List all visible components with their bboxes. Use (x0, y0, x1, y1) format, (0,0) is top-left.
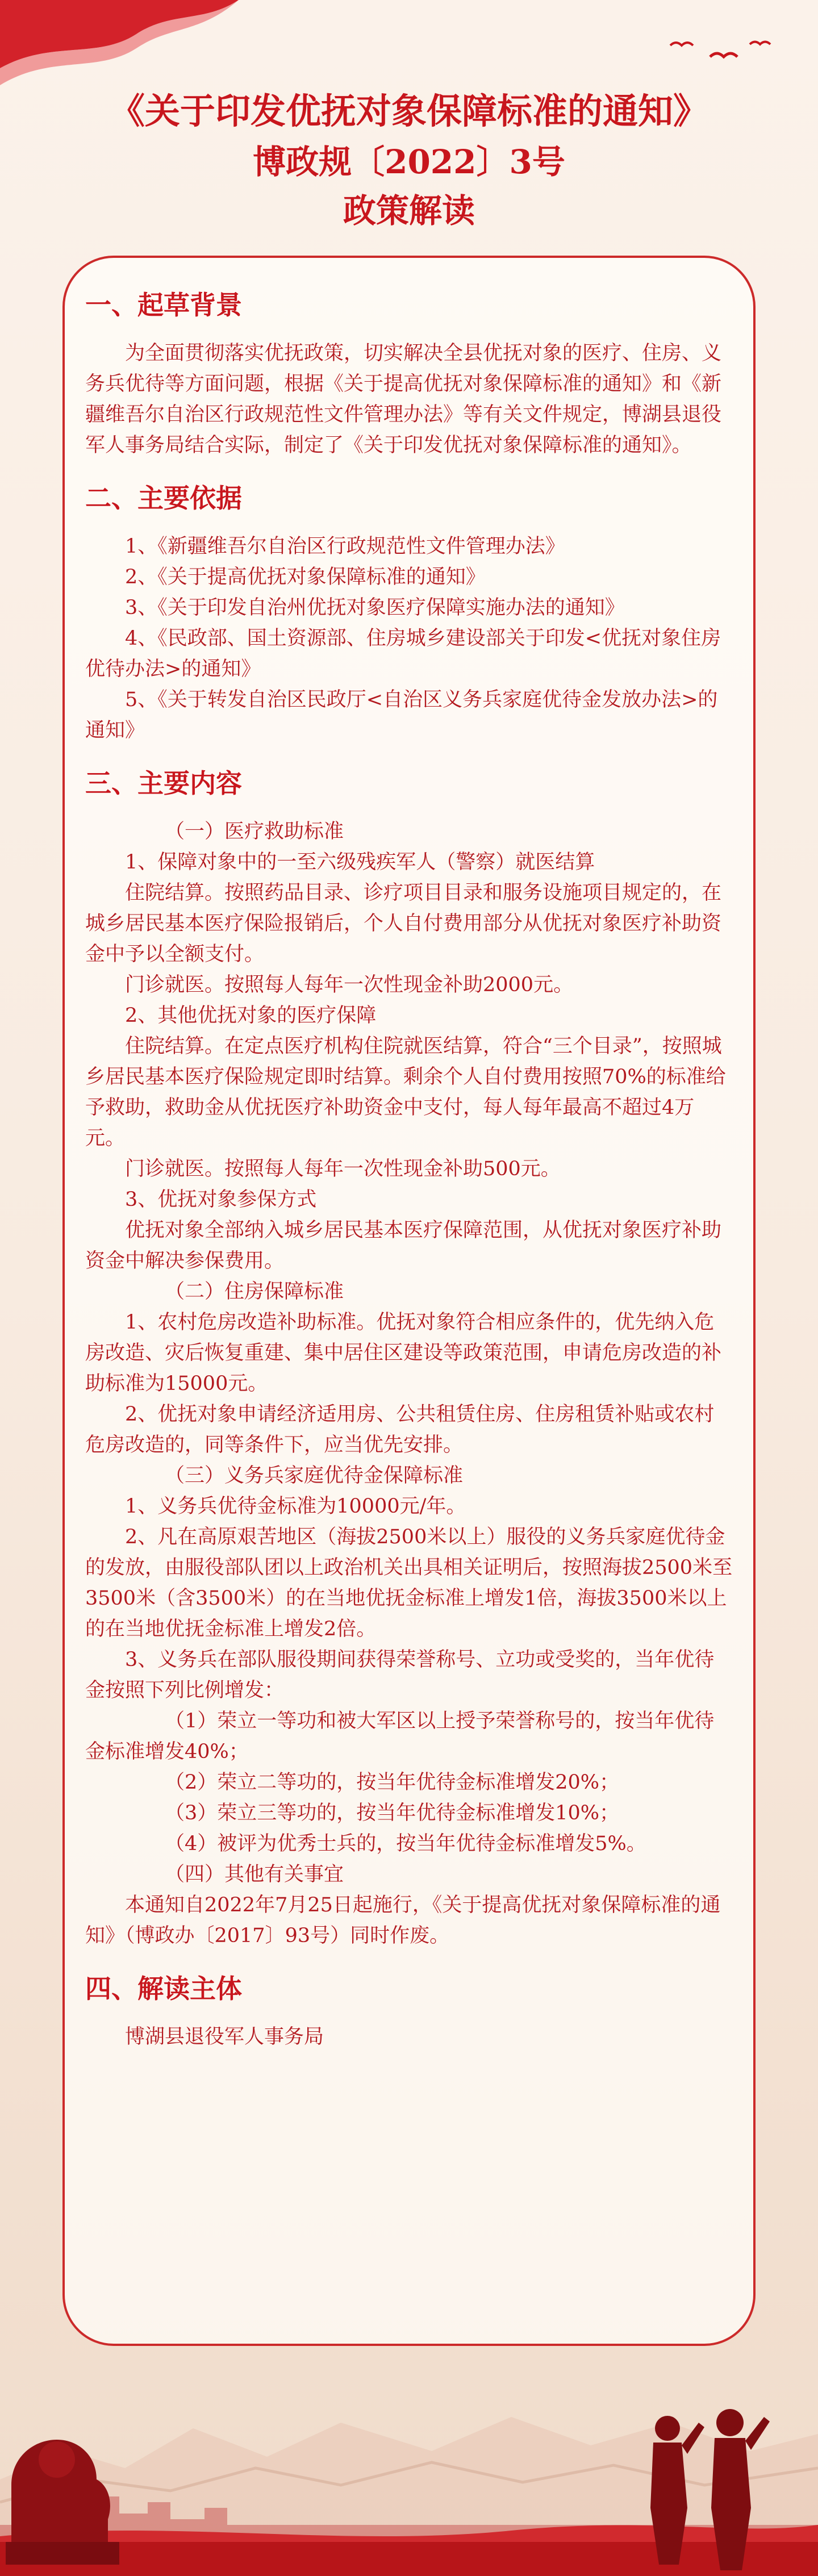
subheading: （二）住房保障标准 (165, 1280, 344, 1303)
paragraph: 住院结算。在定点医疗机构住院就医结算，符合“三个目录”，按照城乡居民基本医疗保险规定即时结算。剩余个人自付费用按照70%的标准给予救助，救助金从优抚医疗补助资金中支付，每人每年最高不超过4万元。 (85, 1035, 726, 1150)
paragraph: 优抚对象全部纳入城乡居民基本医疗保障范围，从优抚对象医疗补助资金中解决参保费用。 (85, 1219, 722, 1272)
section-title: 四、解读主体 (85, 1973, 242, 2004)
paragraph: 2、优抚对象申请经济适用房、公共租赁住房、住房租赁补贴或农村危房改造的，同等条件下，应当优先安排。 (85, 1403, 715, 1456)
content-body (85, 287, 733, 2052)
document-number: 博政规〔2022〕3号 (253, 143, 565, 181)
bottom-decoration (0, 2337, 818, 2576)
section-background (85, 287, 733, 461)
subheading: （一）医疗救助标准 (165, 820, 344, 843)
paragraph: 2、其他优抚对象的医疗保障 (125, 1004, 377, 1027)
section-basis (85, 480, 733, 746)
paragraph: 1、保障对象中的一至六级残疾军人（警察）就医结算 (125, 851, 595, 874)
subheading: （三）义务兵家庭优待金保障标准 (165, 1464, 464, 1487)
section-title: 一、起草背景 (85, 290, 242, 320)
list-item: 3、《关于印发自治州优抚对象医疗保障实施办法的通知》 (125, 596, 625, 619)
section-title: 二、主要依据 (85, 483, 242, 513)
list-item: 5、《关于转发自治区民政厅<自治区义务兵家庭优待金发放办法>的通知》 (85, 688, 718, 742)
subheading: （4）被评为优秀士兵的，按当年优待金标准增发5%。 (165, 1832, 646, 1855)
paragraph: 1、义务兵优待金标准为10000元/年。 (125, 1495, 466, 1518)
list-item: 1、《新疆维吾尔自治区行政规范性文件管理办法》 (125, 535, 565, 558)
document-header (0, 85, 818, 235)
content-lines (85, 816, 733, 1951)
flying-birds-icon (665, 34, 778, 74)
stone-lion-icon (6, 2440, 119, 2565)
paragraph: 3、优抚对象参保方式 (125, 1188, 317, 1211)
list-item: 4、《民政部、国土资源部、住房城乡建设部关于印发<优抚对象住房优待办法>的通知》 (85, 627, 721, 680)
paragraph: 门诊就医。按照每人每年一次性现金补助2000元。 (125, 974, 574, 996)
section-main-content (85, 765, 733, 1951)
paragraph: 住院结算。按照药品目录、诊疗项目目录和服务设施项目规定的，在城乡居民基本医疗保险报销后，个人自付费用部分从优抚对象医疗补助资金中予以全额支付。 (85, 882, 722, 966)
document-title: 《关于印发优抚对象保障标准的通知》 (109, 90, 708, 132)
document-subtitle: 政策解读 (343, 191, 475, 230)
paragraph: 本通知自2022年7月25日起施行，《关于提高优抚对象保障标准的通知》（博政办〔2017〕93号）同时作废。 (85, 1894, 721, 1947)
paragraph: 博湖县退役军人事务局 (125, 2026, 324, 2048)
subheading: （1）荣立一等功和被大军区以上授予荣誉称号的，按当年优待金标准增发40%； (85, 1710, 715, 1763)
section-interpreting-body (85, 1970, 733, 2052)
red-flag-icon (0, 0, 239, 85)
subheading: （2）荣立二等功的，按当年优待金标准增发20%； (165, 1771, 620, 1794)
paragraph: 为全面贯彻落实优抚政策，切实解决全县优抚对象的医疗、住房、义务兵优待等方面问题，根据《关于提高优抚对象保障标准的通知》和《新疆维吾尔自治区行政规范性文件管理办法》等有关文件规定，博湖县退役军人事务局结合实际，制定了《关于印发优抚对象保障标准的通知》。 (85, 342, 722, 457)
paragraph: 3、义务兵在部队服役期间获得荣誉称号、立功或受奖的，当年优待金按照下列比例增发： (85, 1648, 715, 1702)
section-title: 三、主要内容 (85, 768, 242, 799)
subheading: （四）其他有关事宜 (165, 1863, 344, 1886)
paragraph: 门诊就医。按照每人每年一次性现金补助500元。 (125, 1158, 561, 1180)
list-item: 2、《关于提高优抚对象保障标准的通知》 (125, 566, 486, 588)
subheading: （3）荣立三等功的，按当年优待金标准增发10%； (165, 1802, 620, 1825)
paragraph: 2、凡在高原艰苦地区（海拔2500米以上）服役的义务兵家庭优待金的发放，由服役部队团以上政治机关出具相关证明后，按照海拔2500米至3500米（含3500米）的在当地优抚金标准上增发1倍，海拔3500米以上的在当地优抚金标准上增发2倍。 (85, 1526, 733, 1640)
paragraph: 1、农村危房改造补助标准。优抚对象符合相应条件的，优先纳入危房改造、灾后恢复重建、集中居住区建设等政策范围，申请危房改造的补助标准为15000元。 (85, 1311, 722, 1395)
